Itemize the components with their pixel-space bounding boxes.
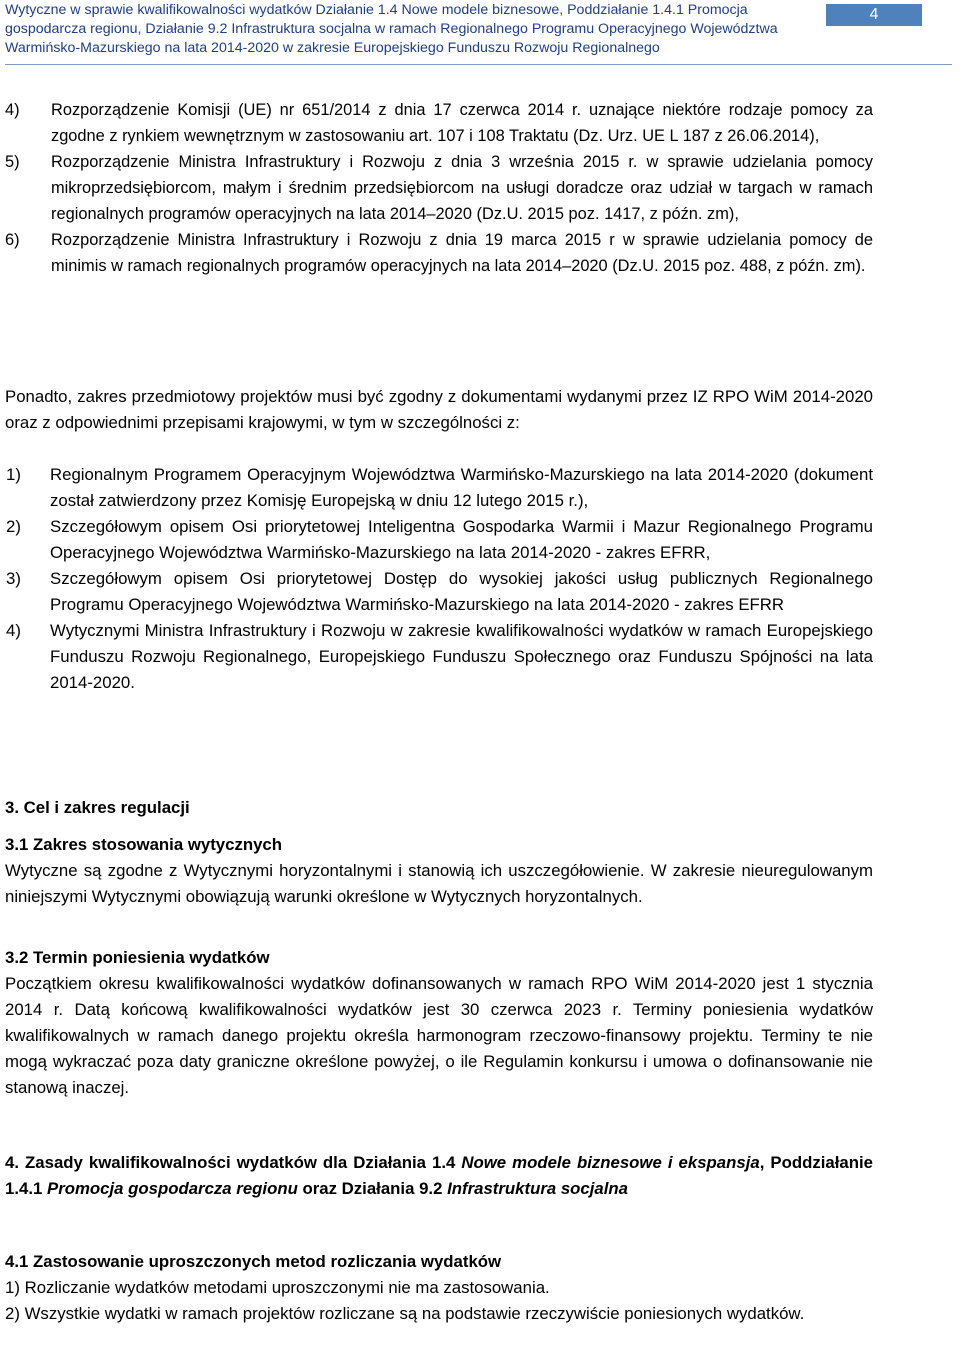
header-line-2: gospodarcza regionu, Działanie 9.2 Infrastruktura socjalna w ramach Regionalnego Programu Operacyjnego Województwa [5, 21, 778, 37]
list-item [5, 618, 873, 696]
section-4-heading-part: 4. Zasady kwalifikowalności wydatków dla Działania 1.4 [5, 1153, 462, 1172]
list-item-text: Regionalnym Programem Operacyjnym Województwa Warmińsko-Mazurskiego na lata 2014-2020 (dokument został zatwierdzony przez Komisję Europejską w dniu 12 lutego 2015 r.), [50, 465, 873, 510]
section-4-1-heading: 4.1 Zastosowanie uproszczonych metod rozliczania wydatków [5, 1252, 502, 1271]
documents-list [5, 462, 873, 696]
list-item-text: Rozporządzenie Ministra Infrastruktury i Rozwoju z dnia 19 marca 2015 r w sprawie udzielania pomocy de minimis w ramach regionalnych programów operacyjnych na lata 2014–2020 (Dz.U. 2015 poz. 488, z późn. zm). [51, 231, 873, 275]
list-item-text: Szczegółowym opisem Osi priorytetowej Dostęp do wysokiej jakości usług publicznych Regionalnego Programu Operacyjnego Województwa Warmińsko-Mazurskiego na lata 2014-2020 - zakres EFRR [50, 569, 873, 614]
legal-acts-list [5, 97, 873, 279]
list-item-number: 3) [6, 569, 21, 588]
list-item-number: 4) [6, 621, 21, 640]
list-item-text: Wytycznymi Ministra Infrastruktury i Rozwoju w zakresie kwalifikowalności wydatków w ramach Europejskiego Funduszu Rozwoju Regionalnego, Europejskiego Funduszu Społecznego oraz Funduszu Spójności na lata 2014-2020. [50, 621, 873, 692]
header-line-1: Wytyczne w sprawie kwalifikowalności wydatków Działanie 1.4 Nowe modele biznesowe, Poddziałanie 1.4.1 Promocja [5, 2, 748, 18]
list-item [5, 149, 873, 227]
list-item [5, 514, 873, 566]
list-item-number: 5) [5, 153, 20, 171]
list-item [5, 566, 873, 618]
page-number: 4 [826, 4, 922, 26]
section-3-2-heading: 3.2 Termin poniesienia wydatków [5, 948, 270, 967]
section-3-heading: 3. Cel i zakres regulacji [5, 798, 190, 817]
list-item-number: 6) [5, 231, 20, 249]
page-header [0, 0, 960, 68]
section-4-heading-part: , Poddziałanie 1.4.1 [5, 1153, 873, 1198]
section-3-1-text: Wytyczne są zgodne z Wytycznymi horyzontalnymi i stanowią ich uszczegółowienie. W zakresie nieuregulowanym niniejszymi Wytycznymi obowiązują warunki określone w Wytycznych horyzontalnych. [5, 861, 873, 906]
section-4-heading [5, 1150, 873, 1202]
header-divider [5, 64, 952, 65]
section-4-heading-part: oraz Działania 9.2 [297, 1179, 448, 1198]
section-4-1-item-1: 1) Rozliczanie wydatków metodami uproszczonymi nie ma zastosowania. [5, 1278, 550, 1297]
list-item-number: 1) [6, 465, 21, 484]
list-item [5, 97, 873, 149]
list-item [5, 227, 873, 279]
section-3-1-heading: 3.1 Zakres stosowania wytycznych [5, 835, 283, 854]
section-4-1-item-2: 2) Wszystkie wydatki w ramach projektów rozliczane są na podstawie rzeczywiście poniesionych wydatków. [5, 1304, 805, 1323]
list-item-number: 2) [6, 517, 21, 536]
list-item-number: 4) [5, 101, 20, 119]
action-1-4-title: Nowe modele biznesowe i ekspansja [461, 1153, 760, 1172]
section-3-2-text: Początkiem okresu kwalifikowalności wydatków dofinansowanych w ramach RPO WiM 2014-2020 jest 1 stycznia 2014 r. Datą końcową kwalifikowalności wydatków jest 30 czerwca 2023 r. Terminy poniesienia wydatków kwalifikowalnych w ramach danego projektu określa harmonogram rzeczowo-finansowy projektu. Terminy te nie mogą wykraczać poza daty graniczne określone powyżej, o ile Regulamin konkursu i umowa o dofinansowanie nie stanową inaczej. [5, 974, 873, 1097]
list-item-text: Rozporządzenie Ministra Infrastruktury i Rozwoju z dnia 3 września 2015 r. w sprawie udzielania pomocy mikroprzedsiębiorcom, małym i średnim przedsiębiorcom na usługi doradcze oraz udział w targach w ramach regionalnych programów operacyjnych na lata 2014–2020 (Dz.U. 2015 poz. 1417, z późn. zm), [51, 153, 873, 223]
action-9-2-title: Infrastruktura socjalna [447, 1179, 629, 1198]
subaction-1-4-1-title: Promocja gospodarcza regionu [47, 1179, 298, 1198]
intro-paragraph: Ponadto, zakres przedmiotowy projektów musi być zgodny z dokumentami wydanymi przez IZ RPO WiM 2014-2020 oraz z odpowiednimi przepisami krajowymi, w tym w szczególności z: [5, 387, 873, 432]
list-item [5, 462, 873, 514]
header-line-3: Warmińsko-Mazurskiego na lata 2014-2020 w zakresie Europejskiego Funduszu Rozwoju Regionalnego [5, 40, 660, 56]
list-item-text: Szczegółowym opisem Osi priorytetowej Inteligentna Gospodarka Warmii i Mazur Regionalnego Programu Operacyjnego Województwa Warmińsko-Mazurskiego na lata 2014-2020 - zakres EFRR, [50, 517, 873, 562]
list-item-text: Rozporządzenie Komisji (UE) nr 651/2014 z dnia 17 czerwca 2014 r. uznające niektóre rodzaje pomocy za zgodne z rynkiem wewnętrznym w zastosowaniu art. 107 i 108 Traktatu (Dz. Urz. UE L 187 z 26.06.2014), [51, 101, 873, 145]
